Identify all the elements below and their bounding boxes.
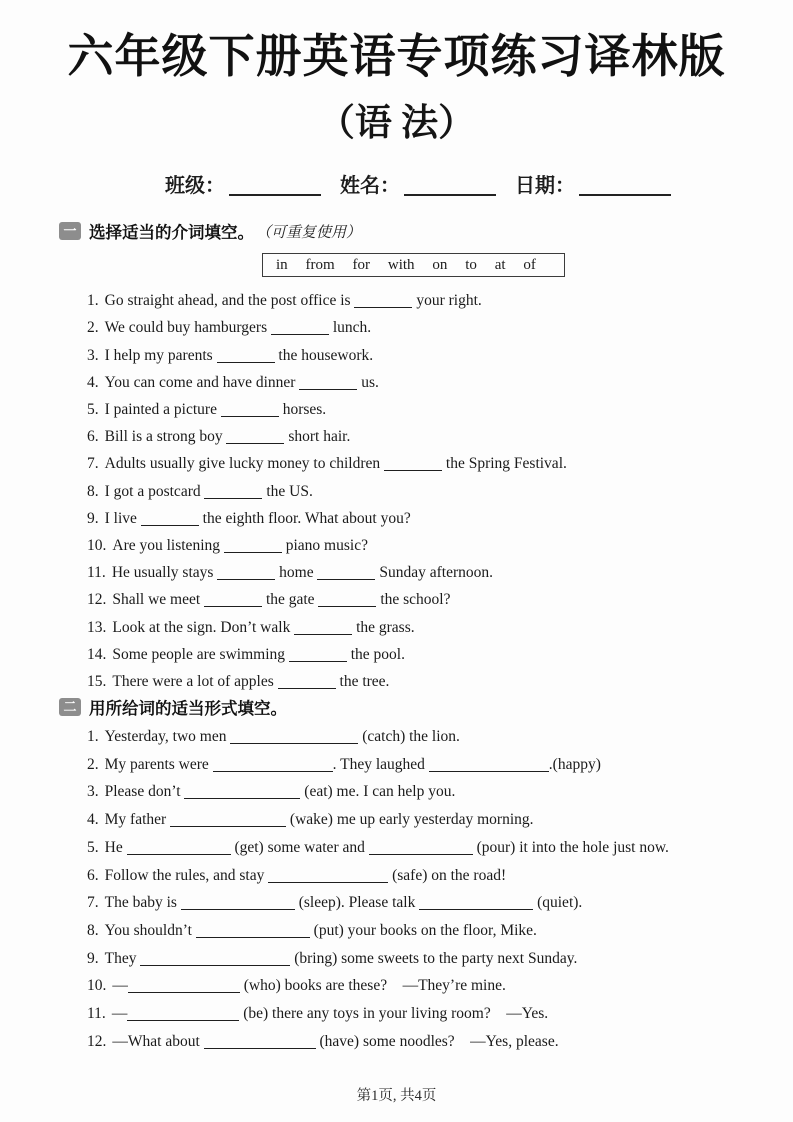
word-bank-box xyxy=(262,253,565,277)
question-item xyxy=(0,1028,793,1056)
answer-blank xyxy=(221,402,279,418)
question-text: (put) your books on the floor, Mike. xyxy=(309,921,537,939)
question-text: —What about xyxy=(112,1032,204,1050)
question-number: 9. xyxy=(87,509,99,527)
question-item xyxy=(0,559,793,586)
answer-blank xyxy=(268,867,388,883)
question-number: 5. xyxy=(87,401,99,418)
question-number: 13. xyxy=(87,618,107,636)
question-text: the gate xyxy=(262,591,319,609)
question-text: My parents were xyxy=(104,755,213,773)
answer-blank xyxy=(354,293,412,309)
question-number: 15. xyxy=(87,672,107,690)
question-text: My father xyxy=(104,811,171,829)
answer-blank xyxy=(429,756,549,772)
question-text: (pour) it into the hole just now. xyxy=(472,838,669,856)
question-text: There were a lot of apples xyxy=(112,672,278,690)
question-text: Yesterday, two men xyxy=(104,728,231,746)
answer-blank xyxy=(170,812,286,828)
section1-note: （可重复使用） xyxy=(256,224,362,241)
answer-blank xyxy=(217,565,275,581)
question-item xyxy=(0,369,793,396)
answer-blank xyxy=(317,565,375,581)
question-number: 8. xyxy=(87,482,99,500)
question-number: 7. xyxy=(87,894,99,912)
question-item xyxy=(0,834,793,862)
question-number: 5. xyxy=(87,838,99,856)
question-number: 6. xyxy=(87,428,99,446)
word-bank-word: for xyxy=(352,256,371,273)
word-bank-word: from xyxy=(305,256,335,273)
question-item xyxy=(0,478,793,505)
question-text: (sleep). Please talk xyxy=(294,894,420,912)
question-number: 9. xyxy=(87,949,99,967)
page-number-footer: 第1页, 共4页 xyxy=(356,1088,437,1105)
field-name xyxy=(340,173,496,199)
field-name-blank xyxy=(404,176,496,196)
question-text: Are you listening xyxy=(112,536,224,554)
question-text: He usually stays xyxy=(111,564,218,582)
question-text: short hair. xyxy=(284,428,351,446)
header-fields xyxy=(0,173,793,199)
question-number: 3. xyxy=(87,346,99,364)
question-text: You can come and have dinner xyxy=(104,373,300,391)
question-text: Adults usually give lucky money to children xyxy=(104,455,385,473)
question-text: your right. xyxy=(412,292,482,310)
question-text: us. xyxy=(357,373,379,391)
answer-blank xyxy=(278,673,336,689)
question-number: 7. xyxy=(87,455,99,473)
answer-blank xyxy=(226,429,284,445)
question-text: (have) some noodles? —Yes, please. xyxy=(315,1032,559,1050)
question-text: Shall we meet xyxy=(112,591,205,609)
answer-blank xyxy=(271,320,329,336)
question-text: Some people are swimming xyxy=(112,645,289,663)
section2-header xyxy=(59,696,793,718)
question-item xyxy=(0,342,793,369)
question-item xyxy=(0,862,793,890)
answer-blank xyxy=(204,1033,316,1049)
question-text: We could buy hamburgers xyxy=(104,319,271,337)
question-text: I got a postcard xyxy=(104,482,205,500)
answer-blank xyxy=(294,619,352,635)
field-name-label: 姓名： xyxy=(340,175,400,198)
question-text: You shouldn’t xyxy=(104,921,196,939)
question-item xyxy=(0,806,793,834)
question-item xyxy=(0,751,793,779)
answer-blank xyxy=(419,895,533,911)
question-item xyxy=(0,505,793,532)
question-number: 1. xyxy=(87,292,99,310)
question-text: I painted a picture xyxy=(104,401,221,418)
question-number: 10. xyxy=(87,536,107,554)
question-text: Follow the rules, and stay xyxy=(104,866,269,884)
question-item xyxy=(0,586,793,613)
question-text: (who) books are these? —They’re mine. xyxy=(239,977,506,995)
word-bank-word: with xyxy=(387,256,415,273)
answer-blank xyxy=(181,895,295,911)
answer-blank xyxy=(289,646,347,662)
answer-blank xyxy=(184,784,300,800)
question-text: the school? xyxy=(376,591,451,609)
question-text: the eighth floor. What about you? xyxy=(198,509,411,527)
question-text: — xyxy=(112,977,128,995)
question-text: .(happy) xyxy=(548,755,601,773)
word-bank-word: of xyxy=(523,256,536,273)
answer-blank xyxy=(230,729,358,745)
question-item xyxy=(0,423,793,450)
answer-blank xyxy=(127,839,231,855)
question-text: I live xyxy=(104,509,141,527)
page-title: 六年级下册英语专项练习译林版 xyxy=(67,31,726,82)
answer-blank xyxy=(224,537,282,553)
question-text: horses. xyxy=(278,401,327,418)
question-text: home xyxy=(275,564,318,582)
answer-blank xyxy=(141,510,199,526)
question-text: The baby is xyxy=(104,894,181,912)
question-number: 2. xyxy=(87,319,99,337)
field-date-blank xyxy=(579,176,671,196)
question-text: (quiet). xyxy=(533,894,583,912)
question-number: 3. xyxy=(87,783,99,801)
page-subtitle: （语 法） xyxy=(317,103,476,145)
question-text: (get) some water and xyxy=(230,838,369,856)
question-text: I help my parents xyxy=(104,346,217,364)
question-text: He xyxy=(104,838,127,856)
question-item xyxy=(0,641,793,668)
question-item xyxy=(0,668,793,695)
word-bank-word: at xyxy=(494,256,506,273)
field-date xyxy=(515,173,671,199)
answer-blank xyxy=(299,374,357,390)
answer-blank xyxy=(213,756,333,772)
section2-title: 用所给词的适当形式填空。 xyxy=(89,700,287,719)
field-date-label: 日期： xyxy=(515,175,575,198)
question-number: 14. xyxy=(87,645,107,663)
word-bank-word: to xyxy=(465,256,477,273)
question-text: Bill is a strong boy xyxy=(104,428,227,446)
section1-title: 选择适当的介词填空。 xyxy=(89,224,254,243)
question-text: lunch. xyxy=(328,319,372,337)
question-item xyxy=(0,1000,793,1028)
question-text: the grass. xyxy=(352,618,415,636)
question-text: the tree. xyxy=(335,672,390,690)
question-text: (safe) on the road! xyxy=(388,866,507,884)
question-text: Go straight ahead, and the post office is xyxy=(104,292,355,310)
answer-blank xyxy=(217,347,275,363)
answer-blank xyxy=(204,483,262,499)
question-text: the housework. xyxy=(274,346,374,364)
question-text: Sunday afternoon. xyxy=(375,564,493,582)
question-item xyxy=(0,614,793,641)
question-text: (bring) some sweets to the party next Sunday. xyxy=(290,949,578,967)
question-text: (be) there any toys in your living room? —Yes. xyxy=(239,1004,549,1022)
answer-blank xyxy=(128,978,240,994)
question-number: 11. xyxy=(87,564,106,582)
question-number: 1. xyxy=(87,728,99,746)
section2-question-list xyxy=(0,723,793,1055)
question-item xyxy=(0,889,793,917)
question-item xyxy=(0,945,793,973)
question-number: 12. xyxy=(87,591,107,609)
question-number: 6. xyxy=(87,866,99,884)
question-number: 2. xyxy=(87,755,99,773)
question-text: the pool. xyxy=(346,645,405,663)
question-number: 4. xyxy=(87,373,99,391)
word-bank-word: on xyxy=(432,256,448,273)
answer-blank xyxy=(140,950,290,966)
question-item xyxy=(0,972,793,1000)
section2-number-badge: 二 xyxy=(59,698,81,716)
question-text: They xyxy=(104,949,141,967)
question-number: 12. xyxy=(87,1032,107,1050)
question-item xyxy=(0,532,793,559)
answer-blank xyxy=(196,922,310,938)
answer-blank xyxy=(384,456,442,472)
question-text: Look at the sign. Don’t walk xyxy=(112,618,295,636)
question-text: (catch) the lion. xyxy=(358,728,460,746)
question-text: the US. xyxy=(262,482,313,500)
question-number: 11. xyxy=(87,1004,106,1022)
answer-blank xyxy=(318,592,376,608)
question-text: . They laughed xyxy=(332,755,429,773)
field-class-blank xyxy=(229,176,321,196)
question-text: (wake) me up early yesterday morning. xyxy=(286,811,534,829)
field-class-label: 班级： xyxy=(165,175,225,198)
question-text: — xyxy=(111,1004,128,1022)
question-text: piano music? xyxy=(281,536,368,554)
question-item xyxy=(0,723,793,751)
question-number: 4. xyxy=(87,811,99,829)
answer-blank xyxy=(204,592,262,608)
section1-header xyxy=(59,220,793,242)
field-class xyxy=(165,173,321,199)
question-item xyxy=(0,450,793,477)
section1-question-list xyxy=(0,287,793,695)
word-bank-word: in xyxy=(276,256,288,273)
question-number: 8. xyxy=(87,921,99,939)
question-number: 10. xyxy=(87,977,107,995)
question-item xyxy=(0,287,793,314)
section1-number-badge: 一 xyxy=(59,222,81,240)
question-text: (eat) me. I can help you. xyxy=(300,783,456,801)
question-text: Please don’t xyxy=(104,783,185,801)
question-item xyxy=(0,917,793,945)
question-item xyxy=(0,778,793,806)
question-text: the Spring Festival. xyxy=(442,455,567,473)
answer-blank xyxy=(127,1005,239,1021)
question-item xyxy=(0,314,793,341)
question-item xyxy=(0,396,793,423)
answer-blank xyxy=(369,839,473,855)
